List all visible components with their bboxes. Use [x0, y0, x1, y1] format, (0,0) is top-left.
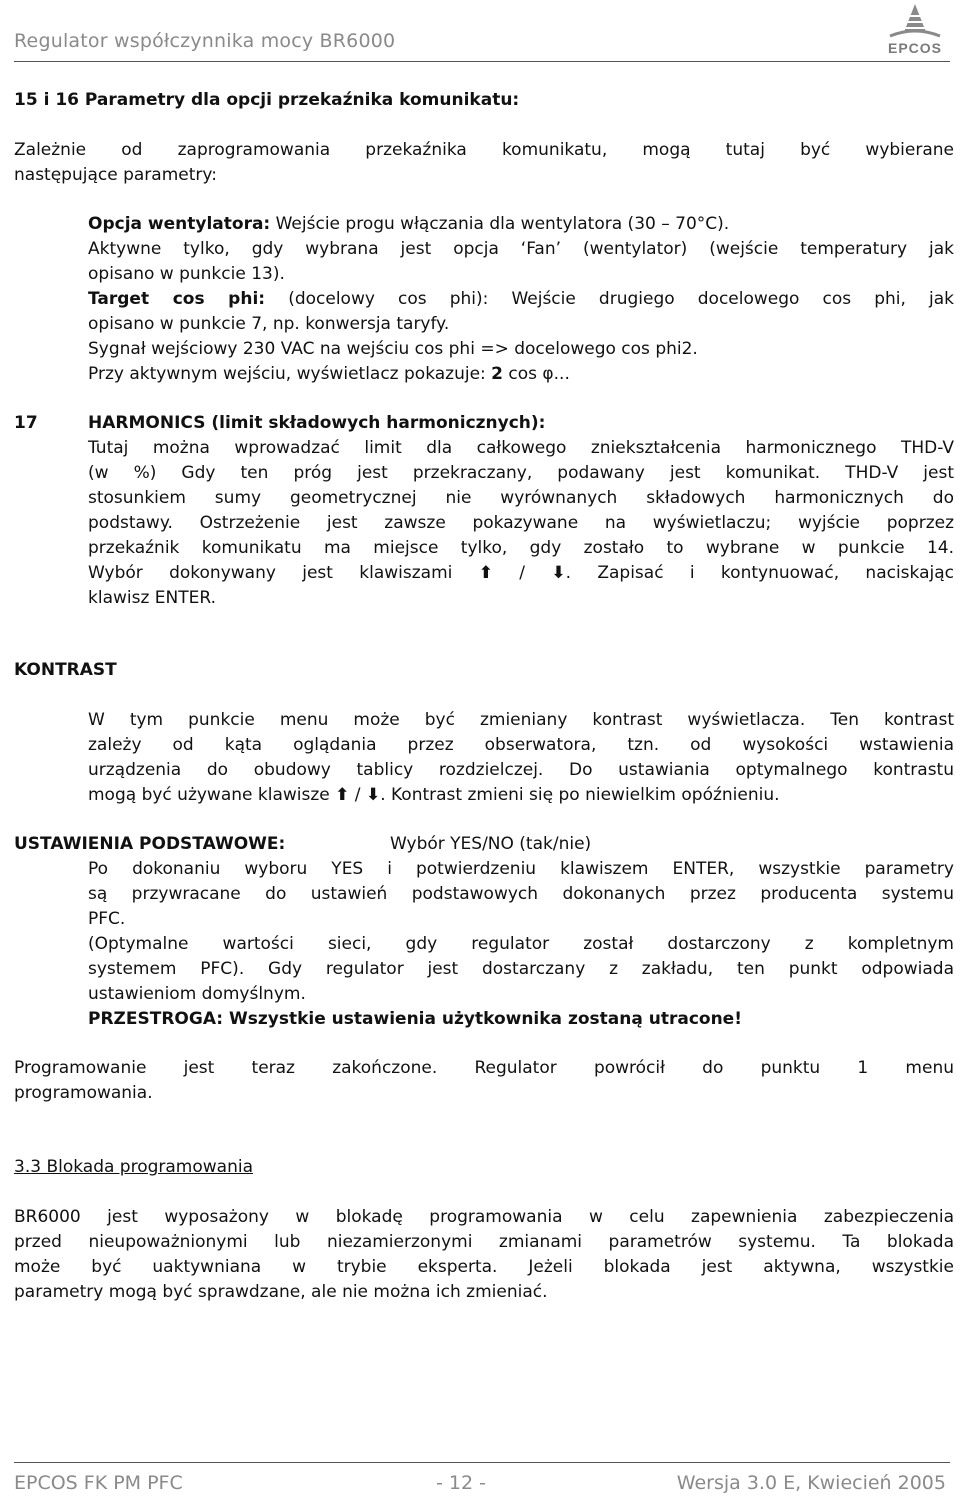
footer-rule [14, 1462, 950, 1463]
defaults-heading: USTAWIENIA PODSTAWOWE: [14, 834, 286, 854]
section-15-16-intro [14, 138, 954, 188]
fan-option-text: Wejście progu włączania dla wentylatora (30 – 70°C). [270, 214, 730, 234]
slash-text: / [349, 785, 366, 805]
lock-line-3: może być uaktywniana w trybie eksperta. Jeżeli blokada jest aktywna, wszystkie [14, 1257, 954, 1277]
header-rule [14, 61, 950, 62]
display-shows-line [88, 362, 954, 387]
kontrast-delay-text: . Kontrast zmieni się po niewielkim opóźnieniu. [380, 785, 780, 805]
section-17-line-6 [88, 561, 954, 586]
display-suffix: cos φ... [503, 364, 570, 384]
intro-line-1: Zależnie od zaprogramowania przekaźnika komunikatu, mogą tutaj być wybierane [14, 140, 954, 160]
save-continue-text: . Zapisać i kontynuować, naciskając [565, 563, 954, 583]
lock-section-body [14, 1205, 954, 1305]
footer-version: Wersja 3.0 E, Kwiecień 2005 [676, 1472, 946, 1494]
defaults-line-4: (Optymalne wartości sieci, gdy regulator został dostarczony z kompletnym [88, 934, 954, 954]
section-17-line-7: klawisz ENTER. [88, 588, 216, 608]
lock-line-4: parametry mogą być sprawdzane, ale nie można ich zmieniać. [14, 1282, 548, 1302]
defaults-line-5: systemem PFC). Gdy regulator jest dostarczany z zakładu, ten punkt odpowiada [88, 959, 954, 979]
programming-done-line-1: Programowanie jest teraz zakończone. Regulator powrócił do punktu 1 menu [14, 1058, 954, 1078]
section-17-line-3: stosunkiem sumy geometrycznej nie wyrównanych składowych harmonicznych do [88, 488, 954, 508]
defaults-line-2: są przywracane do ustawień podstawowych dokonanych przez producenta systemu [88, 884, 954, 904]
defaults-body [88, 857, 954, 1032]
intro-line-2: następujące parametry: [14, 165, 217, 185]
section-17-line-4: podstawy. Ostrzeżenie jest zawsze pokazywane na wyświetlaczu; wyjście poprzez [88, 513, 954, 533]
footer-page-number: - 12 - [436, 1472, 486, 1494]
document-header-title: Regulator współczynnika mocy BR6000 [14, 30, 396, 52]
kontrast-keys-text: mogą być używane klawisze [88, 785, 336, 805]
programming-done-paragraph [14, 1056, 954, 1106]
section-17-number: 17 [14, 413, 38, 433]
arrow-up-icon: ⬆ [335, 785, 350, 805]
section-15-16-heading: 15 i 16 Parametry dla opcji przekaźnika komunikatu: [14, 90, 520, 110]
kontrast-line-4 [88, 783, 954, 808]
target-cosphi-label: Target cos phi: [88, 289, 266, 309]
section-17-line-1: Tutaj można wprowadzać limit dla całkowego zniekształcenia harmonicznego THD-V [88, 438, 954, 458]
kontrast-line-2: zależy od kąta oglądania przez obserwatora, tzn. od wysokości wstawienia [88, 735, 954, 755]
logo-icon [882, 2, 948, 42]
arrow-down-icon: ⬇ [365, 785, 381, 805]
fan-option-paragraph [88, 212, 954, 387]
fan-option-line-2: Aktywne tylko, gdy wybrana jest opcja ‘Fan’ (wentylator) (wejście temperatury jak [88, 239, 954, 259]
fan-option-label: Opcja wentylatora: [88, 214, 271, 234]
epcos-logo [882, 2, 948, 58]
arrow-down-icon: ⬇ [551, 563, 566, 583]
footer-left: EPCOS FK PM PFC [14, 1472, 183, 1494]
fan-option-line-1 [88, 212, 954, 237]
target-cosphi-line-1 [88, 287, 954, 312]
slash-text: / [492, 563, 552, 583]
kontrast-body [88, 708, 954, 808]
kontrast-heading: KONTRAST [14, 660, 117, 680]
defaults-line-6: ustawieniom domyślnym. [88, 984, 306, 1004]
defaults-line-1: Po dokonaniu wyboru YES i potwierdzeniu klawiszem ENTER, wszystkie parametry [88, 859, 954, 879]
section-17-line-5: przekaźnik komunikatu ma miejsce tylko, gdy zostało to wybrane w punkcie 14. [88, 538, 954, 558]
signal-input-line: Sygnał wejściowy 230 VAC na wejściu cos phi => docelowego cos phi2. [88, 339, 698, 359]
defaults-warning: PRZESTROGA: Wszystkie ustawienia użytkownika zostaną utracone! [88, 1009, 742, 1029]
display-prefix: Przy aktywnym wejściu, wyświetlacz pokazuje: [88, 364, 492, 384]
kontrast-line-1: W tym punkcie menu może być zmieniany kontrast wyświetlacza. Ten kontrast [88, 710, 954, 730]
target-cosphi-text: (docelowy cos phi): Wejście drugiego docelowego cos phi, jak [265, 289, 954, 309]
lock-line-2: przed nieupoważnionymi lub niezamierzonymi zmianami parametrów systemu. Ta blokada [14, 1232, 954, 1252]
defaults-choice: Wybór YES/NO (tak/nie) [390, 834, 592, 854]
lock-line-1: BR6000 jest wyposażony w blokadę programowania w celu zapewnienia zabezpieczenia [14, 1207, 954, 1227]
section-17-line-2: (w %) Gdy ten próg jest przekraczany, podawany jest komunikat. THD-V jest [88, 463, 954, 483]
target-cosphi-line-2: opisano w punkcie 7, np. konwersja taryfy. [88, 314, 450, 334]
arrow-up-icon: ⬆ [478, 563, 493, 583]
fan-option-line-3: opisano w punkcie 13). [88, 264, 285, 284]
keys-text: Wybór dokonywany jest klawiszami [88, 563, 479, 583]
defaults-line-3: PFC. [88, 909, 126, 929]
section-17-heading: HARMONICS (limit składowych harmonicznych): [88, 413, 546, 433]
logo-wordmark: EPCOS [887, 40, 942, 56]
kontrast-line-3: urządzenia do obudowy tablicy rozdzielczej. Do ustawiania optymalnego kontrastu [88, 760, 954, 780]
lock-section-heading: 3.3 Blokada programowania [14, 1157, 254, 1177]
section-17-body [88, 411, 954, 611]
display-value: 2 [491, 364, 504, 384]
programming-done-line-2: programowania. [14, 1083, 153, 1103]
